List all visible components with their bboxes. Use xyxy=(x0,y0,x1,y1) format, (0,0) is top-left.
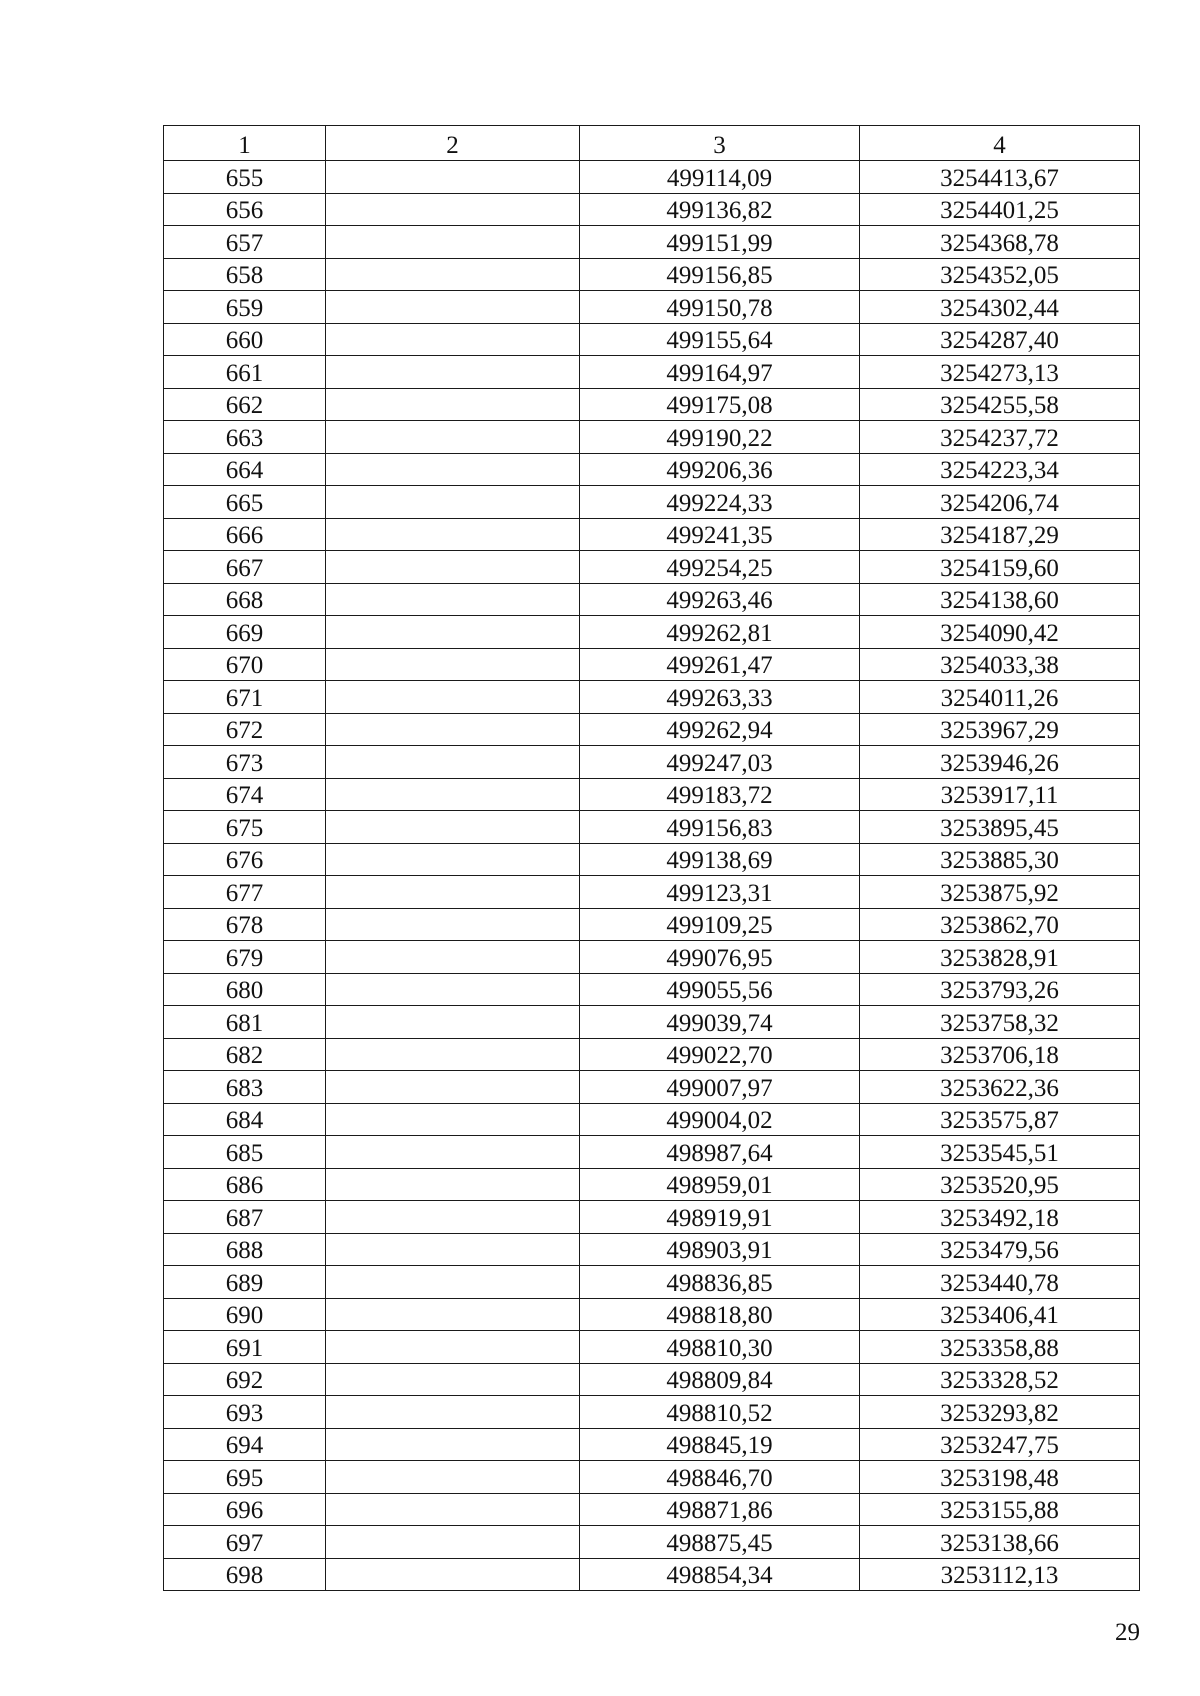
table-row xyxy=(164,941,1140,974)
point-number-cell: 684 xyxy=(164,1103,326,1136)
y-coordinate-cell: 3253967,29 xyxy=(860,713,1140,746)
x-coordinate-cell: 499164,97 xyxy=(580,356,860,389)
x-coordinate-cell: 498919,91 xyxy=(580,1201,860,1234)
point-number-cell: 673 xyxy=(164,746,326,779)
x-coordinate-cell: 499241,35 xyxy=(580,518,860,551)
table-row xyxy=(164,681,1140,714)
y-coordinate-cell: 3253828,91 xyxy=(860,941,1140,974)
point-description-cell xyxy=(326,551,580,584)
table-row xyxy=(164,291,1140,324)
point-description-cell xyxy=(326,1493,580,1526)
coordinates-table xyxy=(163,125,1140,1591)
point-number-cell: 691 xyxy=(164,1331,326,1364)
table-row xyxy=(164,1298,1140,1331)
table-row xyxy=(164,973,1140,1006)
point-description-cell xyxy=(326,648,580,681)
y-coordinate-cell: 3254090,42 xyxy=(860,616,1140,649)
y-coordinate-cell: 3253895,45 xyxy=(860,811,1140,844)
point-number-cell: 694 xyxy=(164,1428,326,1461)
table-row xyxy=(164,1168,1140,1201)
table-row xyxy=(164,1006,1140,1039)
y-coordinate-cell: 3254138,60 xyxy=(860,583,1140,616)
point-description-cell xyxy=(326,1396,580,1429)
point-number-cell: 657 xyxy=(164,226,326,259)
x-coordinate-cell: 498871,86 xyxy=(580,1493,860,1526)
point-number-cell: 677 xyxy=(164,876,326,909)
x-coordinate-cell: 499156,83 xyxy=(580,811,860,844)
point-number-cell: 656 xyxy=(164,193,326,226)
point-number-cell: 681 xyxy=(164,1006,326,1039)
point-description-cell xyxy=(326,1071,580,1104)
x-coordinate-cell: 499136,82 xyxy=(580,193,860,226)
point-description-cell xyxy=(326,583,580,616)
table-row xyxy=(164,746,1140,779)
column-header-1: 1 xyxy=(164,126,326,161)
x-coordinate-cell: 498845,19 xyxy=(580,1428,860,1461)
y-coordinate-cell: 3253545,51 xyxy=(860,1136,1140,1169)
point-number-cell: 685 xyxy=(164,1136,326,1169)
x-coordinate-cell: 499138,69 xyxy=(580,843,860,876)
x-coordinate-cell: 499123,31 xyxy=(580,876,860,909)
y-coordinate-cell: 3253358,88 xyxy=(860,1331,1140,1364)
table-row xyxy=(164,486,1140,519)
y-coordinate-cell: 3253793,26 xyxy=(860,973,1140,1006)
x-coordinate-cell: 499055,56 xyxy=(580,973,860,1006)
y-coordinate-cell: 3254206,74 xyxy=(860,486,1140,519)
y-coordinate-cell: 3253328,52 xyxy=(860,1363,1140,1396)
x-coordinate-cell: 498846,70 xyxy=(580,1461,860,1494)
column-header-3: 3 xyxy=(580,126,860,161)
point-description-cell xyxy=(326,843,580,876)
table-row xyxy=(164,713,1140,746)
y-coordinate-cell: 3254302,44 xyxy=(860,291,1140,324)
y-coordinate-cell: 3253155,88 xyxy=(860,1493,1140,1526)
y-coordinate-cell: 3254413,67 xyxy=(860,161,1140,194)
point-number-cell: 690 xyxy=(164,1298,326,1331)
point-number-cell: 689 xyxy=(164,1266,326,1299)
y-coordinate-cell: 3254273,13 xyxy=(860,356,1140,389)
x-coordinate-cell: 499183,72 xyxy=(580,778,860,811)
y-coordinate-cell: 3254255,58 xyxy=(860,388,1140,421)
y-coordinate-cell: 3253520,95 xyxy=(860,1168,1140,1201)
point-number-cell: 680 xyxy=(164,973,326,1006)
point-description-cell xyxy=(326,1428,580,1461)
point-description-cell xyxy=(326,876,580,909)
point-description-cell xyxy=(326,518,580,551)
point-description-cell xyxy=(326,1266,580,1299)
table-row xyxy=(164,1331,1140,1364)
table-row xyxy=(164,1526,1140,1559)
y-coordinate-cell: 3253492,18 xyxy=(860,1201,1140,1234)
x-coordinate-cell: 499175,08 xyxy=(580,388,860,421)
x-coordinate-cell: 498809,84 xyxy=(580,1363,860,1396)
point-number-cell: 662 xyxy=(164,388,326,421)
y-coordinate-cell: 3254011,26 xyxy=(860,681,1140,714)
x-coordinate-cell: 499109,25 xyxy=(580,908,860,941)
point-number-cell: 697 xyxy=(164,1526,326,1559)
x-coordinate-cell: 499007,97 xyxy=(580,1071,860,1104)
point-number-cell: 678 xyxy=(164,908,326,941)
y-coordinate-cell: 3253440,78 xyxy=(860,1266,1140,1299)
x-coordinate-cell: 499076,95 xyxy=(580,941,860,974)
point-description-cell xyxy=(326,356,580,389)
point-description-cell xyxy=(326,941,580,974)
point-description-cell xyxy=(326,1136,580,1169)
table-row xyxy=(164,1136,1140,1169)
table-row xyxy=(164,843,1140,876)
point-description-cell xyxy=(326,1461,580,1494)
table-row xyxy=(164,518,1140,551)
point-description-cell xyxy=(326,1233,580,1266)
y-coordinate-cell: 3253875,92 xyxy=(860,876,1140,909)
x-coordinate-cell: 498810,52 xyxy=(580,1396,860,1429)
point-number-cell: 683 xyxy=(164,1071,326,1104)
x-coordinate-cell: 499150,78 xyxy=(580,291,860,324)
point-number-cell: 669 xyxy=(164,616,326,649)
x-coordinate-cell: 499156,85 xyxy=(580,258,860,291)
table-row xyxy=(164,1266,1140,1299)
y-coordinate-cell: 3254223,34 xyxy=(860,453,1140,486)
point-description-cell xyxy=(326,746,580,779)
point-number-cell: 666 xyxy=(164,518,326,551)
y-coordinate-cell: 3254159,60 xyxy=(860,551,1140,584)
point-number-cell: 679 xyxy=(164,941,326,974)
point-number-cell: 695 xyxy=(164,1461,326,1494)
table-row xyxy=(164,1396,1140,1429)
point-description-cell xyxy=(326,681,580,714)
x-coordinate-cell: 498903,91 xyxy=(580,1233,860,1266)
y-coordinate-cell: 3253112,13 xyxy=(860,1558,1140,1591)
y-coordinate-cell: 3253247,75 xyxy=(860,1428,1140,1461)
point-description-cell xyxy=(326,713,580,746)
table-row xyxy=(164,616,1140,649)
y-coordinate-cell: 3253917,11 xyxy=(860,778,1140,811)
point-description-cell xyxy=(326,1298,580,1331)
point-description-cell xyxy=(326,453,580,486)
point-description-cell xyxy=(326,323,580,356)
y-coordinate-cell: 3253575,87 xyxy=(860,1103,1140,1136)
y-coordinate-cell: 3254401,25 xyxy=(860,193,1140,226)
point-number-cell: 658 xyxy=(164,258,326,291)
point-description-cell xyxy=(326,388,580,421)
point-number-cell: 670 xyxy=(164,648,326,681)
point-number-cell: 674 xyxy=(164,778,326,811)
point-description-cell xyxy=(326,1006,580,1039)
table-row xyxy=(164,161,1140,194)
table-row xyxy=(164,453,1140,486)
x-coordinate-cell: 499263,33 xyxy=(580,681,860,714)
point-number-cell: 692 xyxy=(164,1363,326,1396)
table-row xyxy=(164,1461,1140,1494)
point-number-cell: 660 xyxy=(164,323,326,356)
point-number-cell: 668 xyxy=(164,583,326,616)
x-coordinate-cell: 499261,47 xyxy=(580,648,860,681)
table-row xyxy=(164,1493,1140,1526)
point-number-cell: 663 xyxy=(164,421,326,454)
point-number-cell: 676 xyxy=(164,843,326,876)
y-coordinate-cell: 3253622,36 xyxy=(860,1071,1140,1104)
x-coordinate-cell: 499247,03 xyxy=(580,746,860,779)
y-coordinate-cell: 3254352,05 xyxy=(860,258,1140,291)
x-coordinate-cell: 499190,22 xyxy=(580,421,860,454)
x-coordinate-cell: 498959,01 xyxy=(580,1168,860,1201)
point-description-cell xyxy=(326,1363,580,1396)
x-coordinate-cell: 499262,81 xyxy=(580,616,860,649)
table-row xyxy=(164,1363,1140,1396)
point-description-cell xyxy=(326,258,580,291)
table-row xyxy=(164,1558,1140,1591)
table-row xyxy=(164,193,1140,226)
point-number-cell: 675 xyxy=(164,811,326,844)
x-coordinate-cell: 499022,70 xyxy=(580,1038,860,1071)
y-coordinate-cell: 3253198,48 xyxy=(860,1461,1140,1494)
point-description-cell xyxy=(326,1103,580,1136)
point-description-cell xyxy=(326,778,580,811)
point-number-cell: 672 xyxy=(164,713,326,746)
table-row xyxy=(164,1038,1140,1071)
x-coordinate-cell: 498810,30 xyxy=(580,1331,860,1364)
y-coordinate-cell: 3254033,38 xyxy=(860,648,1140,681)
y-coordinate-cell: 3254187,29 xyxy=(860,518,1140,551)
point-description-cell xyxy=(326,1201,580,1234)
point-description-cell xyxy=(326,616,580,649)
x-coordinate-cell: 499004,02 xyxy=(580,1103,860,1136)
point-number-cell: 693 xyxy=(164,1396,326,1429)
point-number-cell: 688 xyxy=(164,1233,326,1266)
table-row xyxy=(164,388,1140,421)
table-row xyxy=(164,1201,1140,1234)
y-coordinate-cell: 3254237,72 xyxy=(860,421,1140,454)
table-row xyxy=(164,226,1140,259)
x-coordinate-cell: 498987,64 xyxy=(580,1136,860,1169)
point-number-cell: 696 xyxy=(164,1493,326,1526)
point-description-cell xyxy=(326,1038,580,1071)
table-row xyxy=(164,876,1140,909)
point-description-cell xyxy=(326,486,580,519)
y-coordinate-cell: 3254287,40 xyxy=(860,323,1140,356)
y-coordinate-cell: 3254368,78 xyxy=(860,226,1140,259)
point-number-cell: 655 xyxy=(164,161,326,194)
table-row xyxy=(164,908,1140,941)
table-row xyxy=(164,1233,1140,1266)
x-coordinate-cell: 498818,80 xyxy=(580,1298,860,1331)
table-row xyxy=(164,648,1140,681)
point-number-cell: 665 xyxy=(164,486,326,519)
table-row xyxy=(164,323,1140,356)
y-coordinate-cell: 3253406,41 xyxy=(860,1298,1140,1331)
point-description-cell xyxy=(326,811,580,844)
table-row xyxy=(164,1428,1140,1461)
y-coordinate-cell: 3253706,18 xyxy=(860,1038,1140,1071)
point-description-cell xyxy=(326,973,580,1006)
point-description-cell xyxy=(326,1331,580,1364)
table-body xyxy=(164,161,1140,1591)
table-header-row xyxy=(164,126,1140,161)
column-header-4: 4 xyxy=(860,126,1140,161)
point-description-cell xyxy=(326,1558,580,1591)
x-coordinate-cell: 499039,74 xyxy=(580,1006,860,1039)
x-coordinate-cell: 499206,36 xyxy=(580,453,860,486)
point-description-cell xyxy=(326,908,580,941)
x-coordinate-cell: 499114,09 xyxy=(580,161,860,194)
x-coordinate-cell: 499254,25 xyxy=(580,551,860,584)
table-row xyxy=(164,583,1140,616)
point-description-cell xyxy=(326,226,580,259)
table-row xyxy=(164,811,1140,844)
y-coordinate-cell: 3253946,26 xyxy=(860,746,1140,779)
x-coordinate-cell: 499155,64 xyxy=(580,323,860,356)
x-coordinate-cell: 499224,33 xyxy=(580,486,860,519)
x-coordinate-cell: 498836,85 xyxy=(580,1266,860,1299)
x-coordinate-cell: 499262,94 xyxy=(580,713,860,746)
page-number: 29 xyxy=(1115,1619,1140,1646)
table-row xyxy=(164,1071,1140,1104)
y-coordinate-cell: 3253138,66 xyxy=(860,1526,1140,1559)
x-coordinate-cell: 499151,99 xyxy=(580,226,860,259)
table-row xyxy=(164,778,1140,811)
point-description-cell xyxy=(326,1526,580,1559)
x-coordinate-cell: 498875,45 xyxy=(580,1526,860,1559)
point-description-cell xyxy=(326,161,580,194)
table-row xyxy=(164,356,1140,389)
y-coordinate-cell: 3253479,56 xyxy=(860,1233,1140,1266)
point-number-cell: 659 xyxy=(164,291,326,324)
point-number-cell: 686 xyxy=(164,1168,326,1201)
table-row xyxy=(164,258,1140,291)
y-coordinate-cell: 3253293,82 xyxy=(860,1396,1140,1429)
point-number-cell: 671 xyxy=(164,681,326,714)
point-number-cell: 667 xyxy=(164,551,326,584)
table-row xyxy=(164,551,1140,584)
y-coordinate-cell: 3253862,70 xyxy=(860,908,1140,941)
point-number-cell: 687 xyxy=(164,1201,326,1234)
point-number-cell: 698 xyxy=(164,1558,326,1591)
point-description-cell xyxy=(326,1168,580,1201)
table-row xyxy=(164,421,1140,454)
point-number-cell: 661 xyxy=(164,356,326,389)
point-number-cell: 664 xyxy=(164,453,326,486)
y-coordinate-cell: 3253758,32 xyxy=(860,1006,1140,1039)
point-description-cell xyxy=(326,291,580,324)
x-coordinate-cell: 498854,34 xyxy=(580,1558,860,1591)
y-coordinate-cell: 3253885,30 xyxy=(860,843,1140,876)
x-coordinate-cell: 499263,46 xyxy=(580,583,860,616)
column-header-2: 2 xyxy=(326,126,580,161)
point-number-cell: 682 xyxy=(164,1038,326,1071)
table-row xyxy=(164,1103,1140,1136)
point-description-cell xyxy=(326,421,580,454)
point-description-cell xyxy=(326,193,580,226)
